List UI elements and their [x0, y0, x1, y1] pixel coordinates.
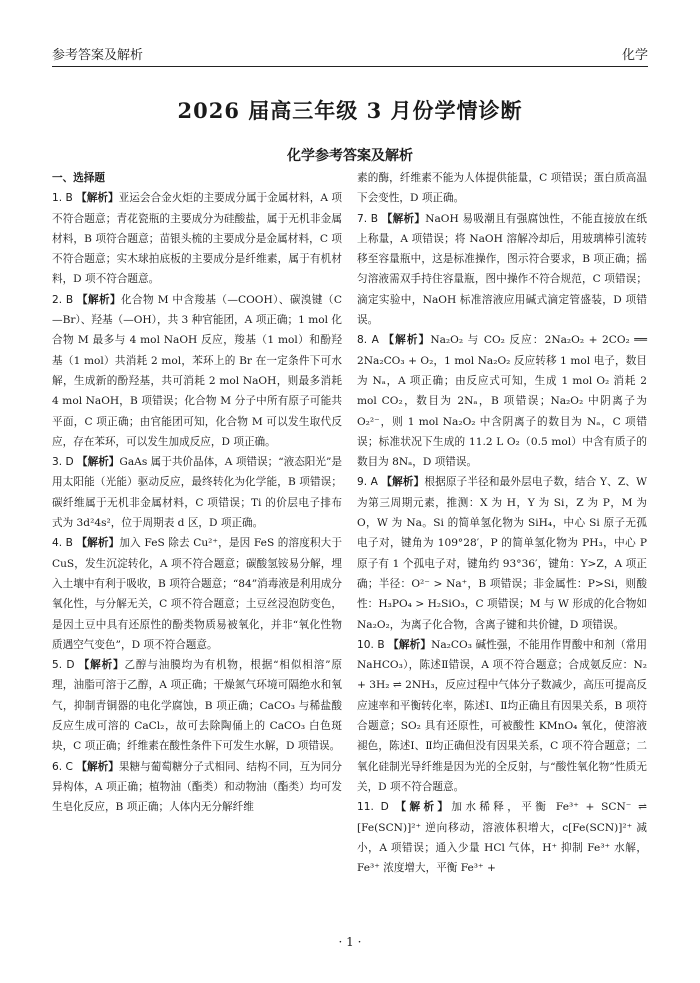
answer-item: [357, 635, 647, 797]
answer-text: Na₂O₂ 与 CO₂ 反应：2Na₂O₂ + 2CO₂ ══ 2Na₂CO₃ + O₂，1 mol Na₂O₂ 反应转移 1 mol 电子，数目为 Nₐ，A 项正确；由反应式可知，生成 1 mol O₂ 消耗 2 mol CO₂，数目为 2Nₐ，B 项错误；Na₂O₂ 中阴离子为 O₂²⁻，则 1 mol Na₂O₂ 中含阴离子的数目为 Nₐ，C 项错误；标准状况下生成的 11.2 L O₂（0.5 mol）中含有质子的数目为 8Nₐ，D 项错误。: [357, 334, 648, 469]
answer-text: 乙醇与油膜均为有机物，根据“相似相溶”原理，油脂可溶于乙醇，A 项正确；干燥氮气环境可隔绝水和氧气，抑制青铜器的电化学腐蚀，B 项正确；CaCO₃ 与稀盐酸反应生成可溶的 CaCl₂，故可去除陶俑上的 CaCO₃ 白色斑块，C 项正确；纤维素在酸性条件下可发生水解，D 项错误。: [52, 659, 342, 753]
answer-text: 加入 FeS 除去 Cu²⁺，是因 FeS 的溶度积大于 CuS，发生沉淀转化，A 项不符合题意；碳酸氢铵易分解，埋入土壤中有利于吸收，B 项符合题意；“84”消毒液是利用成分氧化性，与分解无关，C 项不符合题意；土豆丝浸泡防变色，是因土豆中具有还原性的酚类物质易被氧化，并非“氧化性物质遇空气变色”，D 项不符合题意。: [52, 537, 343, 651]
answer-number: 7. B: [357, 212, 379, 225]
answer-text: GaAs 属于共价晶体，A 项错误；“液态阳光”是用太阳能（光能）驱动反应，最终转化为化学能，B 项错误；碳纤维属于无机非金属材料，C 项错误；Ti 的价层电子排布式为 3d²4s²，位于周期表 d 区，D 项正确。: [52, 456, 342, 530]
answer-text: 果糖与葡萄糖分子式相同、结构不同，互为同分异构体，A 项正确；植物油（酯类）和动物油（酯类）均可发生皂化反应，B 项正确；人体内无分解纤维: [52, 760, 343, 814]
answer-number: 1. B: [52, 192, 73, 205]
page-number: · 1 ·: [338, 935, 362, 949]
header-left-label: 参考答案及解析: [52, 48, 144, 63]
analysis-tag: 【解析】: [78, 659, 125, 672]
answer-item: [52, 655, 342, 756]
answer-item: [52, 452, 342, 533]
answer-text: Na₂CO₃ 碱性强，不能用作胃酸中和剂（常用 NaHCO₃），陈述Ⅱ错误，A 项不符合题意；合成氨反应：N₂ + 3H₂ ⇌ 2NH₃，反应过程中气体分子数减少，高压可提高反应速率和平衡转化率，陈述Ⅰ、Ⅱ均正确且有因果关系，B 项符合题意；SO₂ 具有还原性，可被酸性 KMnO₄ 氧化，使溶液褪色，陈述Ⅰ、Ⅱ均正确但没有因果关系，C 项不符合题意；二氧化硅制光导纤维是因为光的全反射，与“酸性氧化物”性质无关，D 项不符合题意。: [357, 638, 648, 793]
header-subject: 化学: [621, 48, 648, 63]
page-header: [52, 40, 648, 67]
analysis-tag: 【解析】: [388, 638, 432, 651]
answer-number: 10. B: [357, 638, 385, 651]
analysis-tag: 【解析】: [381, 476, 425, 489]
answer-item: [357, 209, 647, 331]
answer-item: [357, 797, 647, 878]
answer-item: [52, 757, 342, 818]
analysis-tag: 【解析】: [395, 801, 452, 814]
analysis-tag: 【解析】: [76, 293, 121, 306]
answer-item: [52, 188, 342, 289]
answer-item: [357, 472, 647, 634]
analysis-tag: 【解析】: [383, 334, 431, 347]
answer-text: 亚运会合金火炬的主要成分属于金属材料，A 项不符合题意；青花瓷瓶的主要成分为硅酸盐，属于无机非金属材料，B 项符合题意；苗银头梳的主要成分是金属材料，C 项不符合题意；实木球拍底板的主要成分是纤维素，属于有机材料，D 项不符合题意。: [52, 192, 342, 286]
analysis-tag: 【解析】: [76, 537, 120, 550]
answer-number: 6. C: [52, 760, 73, 773]
exam-subtitle: 化学参考答案及解析: [287, 148, 413, 164]
analysis-tag: 【解析】: [76, 760, 119, 773]
answer-text: 化合物 M 中含羧基（—COOH）、碳溴键（C—Br）、羟基（—OH），共 3 种官能团，A 项正确；1 mol 化合物 M 最多与 4 mol NaOH 反应，羧基（1 mol）和酚羟基（1 mol）共消耗 2 mol，苯环上的 Br 在一定条件下可水解，生成新的酚羟基，共可消耗 2 mol NaOH，则最多消耗 4 mol NaOH，B 项错误；化合物 M 分子中所有原子可能共平面，C 项正确；由官能团可知，化合物 M 可以发生取代反应，存在苯环，可以发生加成反应，D 项正确。: [52, 293, 342, 448]
analysis-tag: 【解析】: [381, 212, 426, 225]
answer-text: 根据原子半径和最外层电子数，结合 Y、Z、W 为第三周期元素，推测：X 为 H，Y 为 Si，Z 为 P，M 为 O，W 为 Na。Si 的简单氢化物为 SiH₄，中心 Si 原子无孤电子对，键角为 109°28′，P 的简单氢化物为 PH₃，中心 P 原子有 1 个孤电子对，键角约 93°36′，键角：Y>Z，A 项正确；半径：O²⁻ > Na⁺，B 项错误；非金属性：P>Si，则酸性：H₃PO₄ > H₂SiO₃，C 项错误；M 与 W 形成的化合物如 Na₂O₂，为离子化合物，含离子键和共价键，D 项错误。: [357, 476, 647, 631]
answer-number: 8. A: [357, 334, 379, 347]
answer-text: NaOH 易吸潮且有强腐蚀性，不能直接放在纸上称量，A 项错误；将 NaOH 溶解冷却后，用玻璃棒引流转移至容量瓶中，这是标准操作，图示符合要求，B 项正确；摇匀溶液需双手持住容量瓶，图中操作不符合规范，C 项错误；滴定实验中，NaOH 标准溶液应用碱式滴定管盛装，D 项错误。: [357, 212, 647, 327]
answer-text: 素的酶，纤维素不能为人体提供能量，C 项错误；蛋白质高温下会变性，D 项正确。: [357, 172, 647, 205]
answer-number: 11. D: [357, 801, 389, 814]
answer-number: 4. B: [52, 537, 73, 550]
answer-item: [52, 290, 342, 452]
answer-item: [52, 533, 342, 655]
answer-number: 9. A: [357, 476, 378, 489]
analysis-tag: 【解析】: [76, 192, 119, 205]
answer-item-continued: [357, 168, 647, 209]
exam-title: 2026 届高三年级 3 月份学情诊断: [177, 98, 523, 123]
answer-number: 3. D: [52, 456, 74, 469]
analysis-tag: 【解析】: [77, 456, 120, 469]
answer-item: [357, 330, 647, 472]
section-heading: 一、选择题: [52, 172, 105, 184]
answer-text: 加水稀释，平衡 Fe³⁺ + SCN⁻ ⇌ [Fe(SCN)]²⁺ 逆向移动，溶液体积增大，c[Fe(SCN)]²⁺ 减小，A 项错误；通入少量 HCl 气体，H⁺ 抑制 Fe³⁺ 水解，Fe³⁺ 浓度增大，平衡 Fe³⁺ +: [357, 801, 648, 875]
left-column: [52, 168, 342, 818]
answer-number: 2. B: [52, 293, 74, 306]
answer-number: 5. D: [52, 659, 75, 672]
right-column: [357, 168, 647, 878]
